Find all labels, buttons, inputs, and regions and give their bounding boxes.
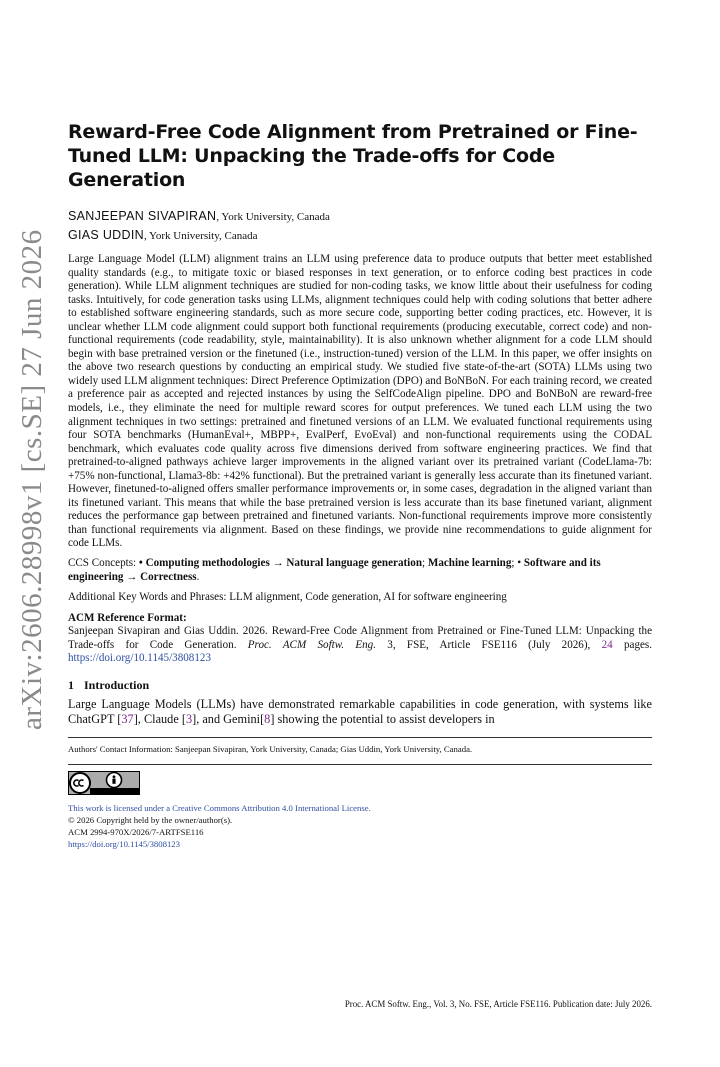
reference-pages-suffix: pages. (612, 638, 653, 651)
author-1 (68, 207, 652, 226)
footnote-rule (68, 764, 652, 765)
author-name: SANJEEPAN SIVAPIRAN (68, 209, 217, 223)
citation-link[interactable]: 8 (264, 712, 271, 727)
section-heading (68, 678, 652, 693)
author-name: GIAS UDDIN (68, 228, 144, 242)
ccs-end: . (196, 570, 200, 583)
abstract: Large Language Model (LLM) alignment trains an LLM using preference data to produce outputs that better meet established quality standards (e.g., to mitigate toxic or biased responses in text generation, or to enforce coding best practices in code generation). While LLM alignment techniques are studied for non-coding tasks, we know little about their usefulness for coding tasks. Intuitively, for code generation tasks using LLMs, alignment techniques could help with coding solutions that better adhere to established software engineering standards, such as more secure code, supporting better coding practices, etc. However, it is unclear whether LLM code alignment could support both functional requirements (producing executable, correct code) and non-functional requirements (code readability, style, maintainability). It is also unknown whether alignment for a code LLM should begin with base pretrained version or the finetuned (i.e., instruction-tuned) version of the LLM. In this paper, we offer insights on the above two research questions by conducting an empirical study. We studied five state-of-the-art (SOTA) LLMs using two widely used LLM alignment techniques: Direct Preference Optimization (DPO) and BoNBoN. For each training record, we created a preference pair as accepted and rejected instances by using the SelfCodeAlign pipeline. DPO and BoNBoN are reward-free models, i.e., they eliminate the need for multiple reward scores for output preferences. We tuned each LLM using the two alignment techniques in two settings: pretrained and finetuned versions of an LLM. We evaluated functional requirements using four SOTA benchmarks (HumanEval+, MBPP+, EvalPerf, EvoEval) and non-functional requirements using the CODAL benchmark, which evaluates code quality across five dimensions derived from software engineering practices. We find that pretrained-to-aligned pathways achieve larger improvements in the aligned variant over its pretrained variant (CodeLlama-7b: +75% non-functional, Llama3-8b: +42% functional). But the pretrained variant is generally less accurate than its finetuned variant. However, finetuned-to-aligned offers smaller performance improvements or, in some cases, degradation in the aligned variant than its finetuned variant. This means that while the base pretrained version is less accurate than its base finetuned variant, alignment reduces the performance gap between pretrained and finetuned variants. Non-functional requirements improve more consistently than functional requirements via alignment. Based on these findings, we provide nine recommendations to guide alignment for code LLMs. (68, 253, 652, 550)
acm-reference (68, 612, 652, 666)
intro-paragraph (68, 697, 652, 728)
paper-page (68, 120, 652, 851)
reference-doi-link[interactable]: https://doi.org/10.1145/3808123 (68, 652, 211, 665)
ccs-item: Computing methodologies → Natural language generation (145, 557, 422, 570)
author-affiliation: , York University, Canada (216, 211, 330, 223)
ccs-separator: ; • (511, 557, 524, 570)
author-affiliation: , York University, Canada (143, 230, 258, 242)
intro-text: ] showing the potential to assist developers in (270, 712, 495, 727)
arxiv-stamp: arXiv:2606.28998v1 [cs.SE] 27 Jun 2026 (16, 229, 48, 730)
author-list (68, 207, 652, 245)
ccs-item: Machine learning (427, 557, 512, 570)
intro-text: ], Claude [ (133, 712, 186, 727)
author-contact-info: Authors' Contact Information: Sanjeepan Sivapiran, York University, Canada; Gias Uddin, York University, Canada. (68, 743, 473, 754)
acm-identifier: ACM 2994-970X/2026/7-ARTFSE116 (68, 827, 204, 838)
section-title: Introduction (84, 677, 150, 692)
keywords: Additional Key Words and Phrases: LLM alignment, Code generation, AI for software engineering (68, 591, 507, 604)
intro-text: Large Language Models (LLMs) have demonstrated remarkable capabilities in code generation, with systems like ChatGPT [ (68, 696, 652, 727)
citation-link[interactable]: 3 (185, 712, 193, 727)
footer-doi-link[interactable]: https://doi.org/10.1145/3808123 (68, 839, 180, 850)
creative-commons-by-icon[interactable] (68, 771, 140, 795)
reference-pages-link[interactable]: 24 (601, 638, 613, 651)
license-block (68, 802, 652, 851)
ccs-bullet: • (138, 557, 146, 570)
citation-link[interactable]: 37 (121, 712, 134, 727)
intro-text: ], and Gemini[ (192, 712, 265, 727)
reference-citation: Sanjeepan Sivapiran and Gias Uddin. 2026. Reward-Free Code Alignment from Pretrained or Fine-Tuned LLM: Unpacking the Trade-offs for Code Generation. (68, 625, 652, 651)
reference-details: 3, FSE, Article FSE116 (July 2026), (376, 638, 602, 651)
ccs-concepts (68, 557, 652, 584)
copyright-text: © 2026 Copyright held by the owner/author(s). (68, 815, 233, 826)
reference-text (68, 625, 652, 666)
reference-heading: ACM Reference Format: (68, 611, 187, 624)
ccs-label: CCS Concepts: (68, 557, 139, 570)
author-2 (68, 226, 652, 245)
reference-journal: Proc. ACM Softw. Eng. (247, 638, 377, 651)
paper-title: Reward-Free Code Alignment from Pretrained or Fine-Tuned LLM: Unpacking the Trade-offs for Code Generation (68, 121, 638, 191)
ccs-item: Software and its engineering → Correctness (68, 557, 601, 583)
ccs-separator: ; (422, 557, 428, 570)
page-footer: Proc. ACM Softw. Eng., Vol. 3, No. FSE, Article FSE116. Publication date: July 2026. (344, 999, 652, 1009)
license-link[interactable]: This work is licensed under a Creative Commons Attribution 4.0 International License. (68, 802, 371, 813)
section-number: 1 (68, 677, 74, 692)
footnote-rule (68, 737, 652, 738)
